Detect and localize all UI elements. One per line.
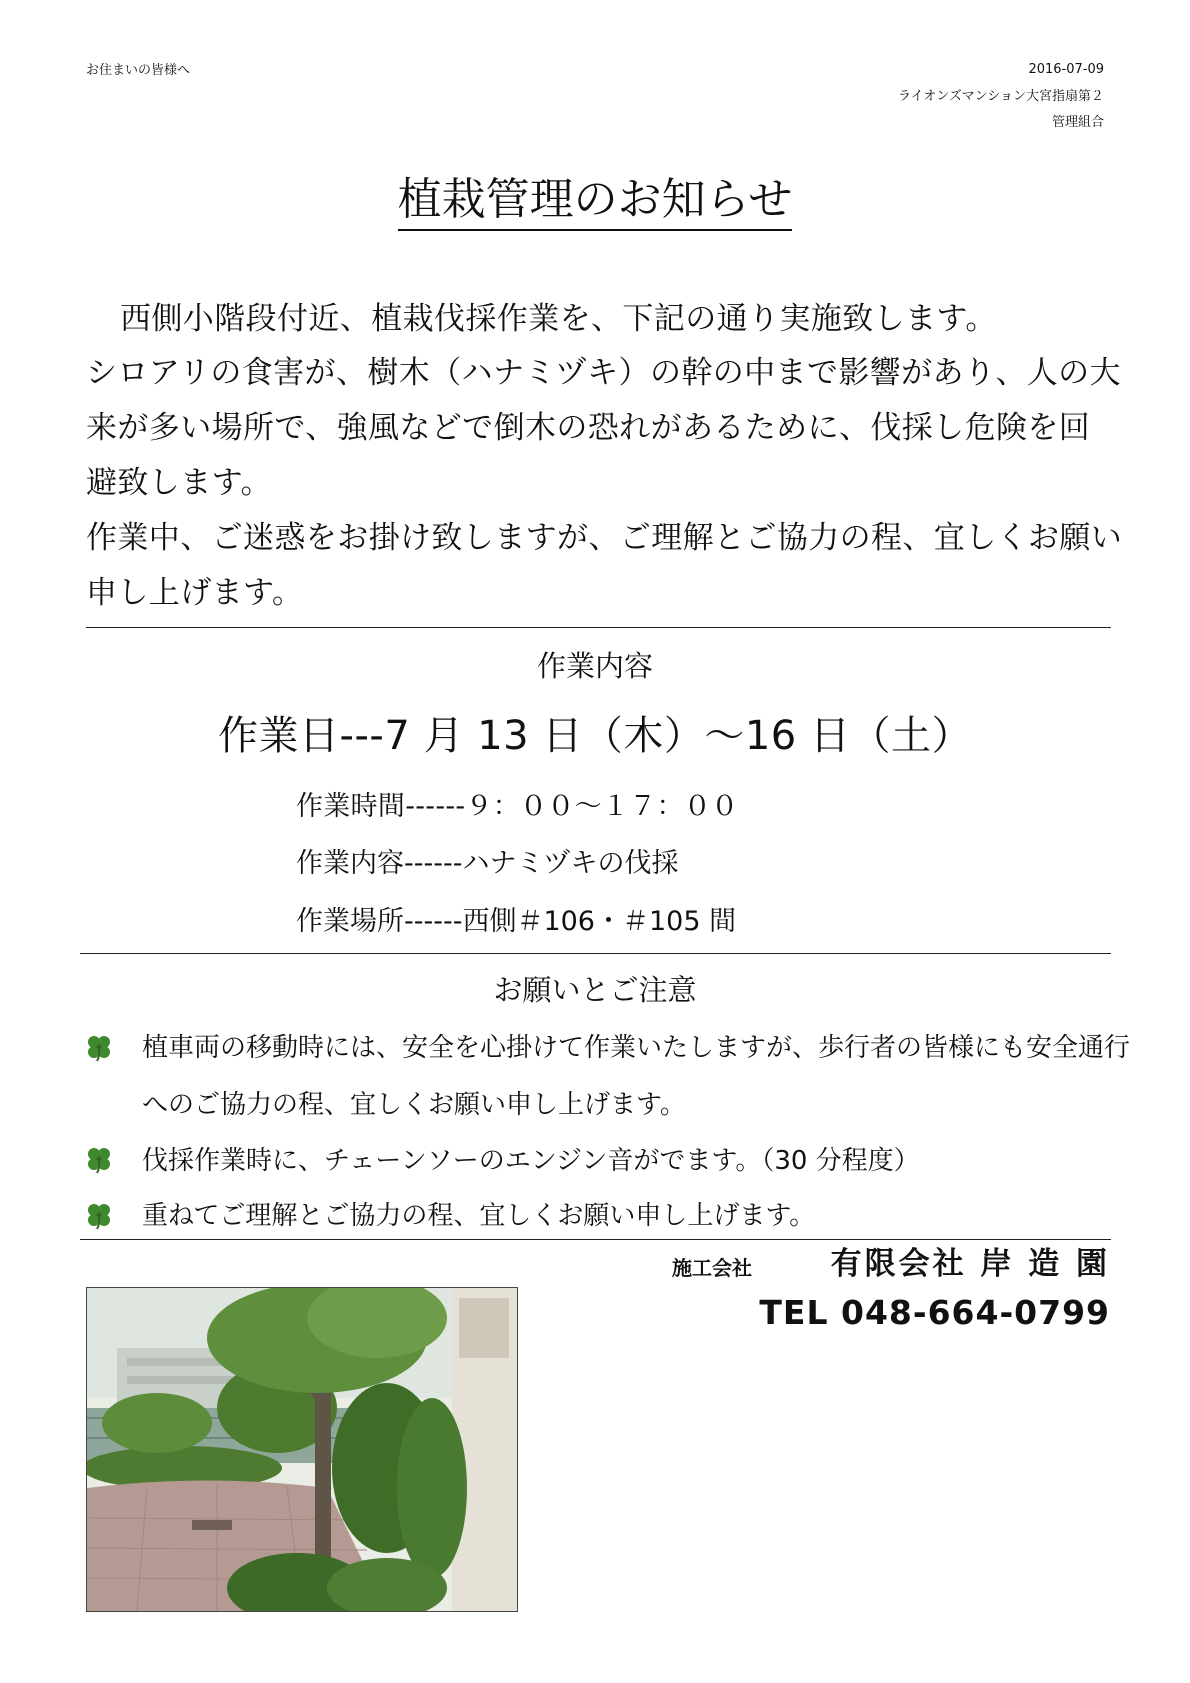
body-line-5: 作業中、ご迷惑をお掛け致しますが、ご理解とご協力の程、宜しくお願い xyxy=(86,520,1123,556)
work-section-heading: 作業内容 xyxy=(536,649,653,683)
divider xyxy=(80,1239,1111,1240)
contractor-label: 施工会社 xyxy=(672,1256,752,1280)
page-title xyxy=(0,172,1190,228)
notice-date: 2016-07-09 xyxy=(1028,62,1104,77)
body-line-3: 来が多い場所で、強風などで倒木の恐れがあるために、伐採し危険を回 xyxy=(86,410,1091,446)
work-location: 作業場所------西側＃106・＃105 間 xyxy=(296,906,737,937)
work-hours: 作業時間------９：００～１７：００ xyxy=(296,791,739,822)
notes-section-heading: お願いとご注意 xyxy=(493,973,697,1007)
body-line-4: 避致します。 xyxy=(86,465,272,501)
divider xyxy=(86,627,1111,628)
contractor-name: 有限会社 岸 造 園 xyxy=(830,1246,1110,1282)
garden-trees-photo xyxy=(86,1287,518,1612)
four-leaf-clover-icon xyxy=(84,1201,114,1231)
work-content: 作業内容------ハナミヅキの伐採 xyxy=(296,848,679,879)
garden-photo-illustration xyxy=(87,1288,517,1611)
divider xyxy=(80,953,1111,954)
note-item-1: 植車両の移動時には、安全を心掛けて作業いたしますが、歩行者の皆様にも安全通行 xyxy=(142,1033,1131,1063)
work-date-line: 作業日---7 月 13 日（木）～16 日（土） xyxy=(218,713,972,759)
page-title-text: 植栽管理のお知らせ xyxy=(398,174,793,231)
four-leaf-clover-icon xyxy=(84,1033,114,1063)
body-line-6: 申し上げます。 xyxy=(86,575,304,611)
recipient-line: お住まいの皆様へ xyxy=(86,63,191,78)
note-item-2: 伐採作業時に、チェーンソーのエンジン音がでます。（30 分程度） xyxy=(142,1146,920,1176)
note-item-1-continued: へのご協力の程、宜しくお願い申し上げます。 xyxy=(142,1090,686,1120)
body-line-2: シロアリの食害が、樹木（ハナミヅキ）の幹の中まで影響があり、人の大 xyxy=(86,355,1121,391)
association-name: 管理組合 xyxy=(1051,115,1104,130)
contractor-phone: TEL 048-664-0799 xyxy=(759,1293,1110,1332)
note-item-3: 重ねてご理解とご協力の程、宜しくお願い申し上げます。 xyxy=(142,1201,816,1231)
body-line-1: 西側小階段付近、植栽伐採作業を、下記の通り実施致します。 xyxy=(120,301,997,337)
building-name: ライオンズマンション大宮指扇第２ xyxy=(898,89,1104,104)
four-leaf-clover-icon xyxy=(84,1145,114,1175)
